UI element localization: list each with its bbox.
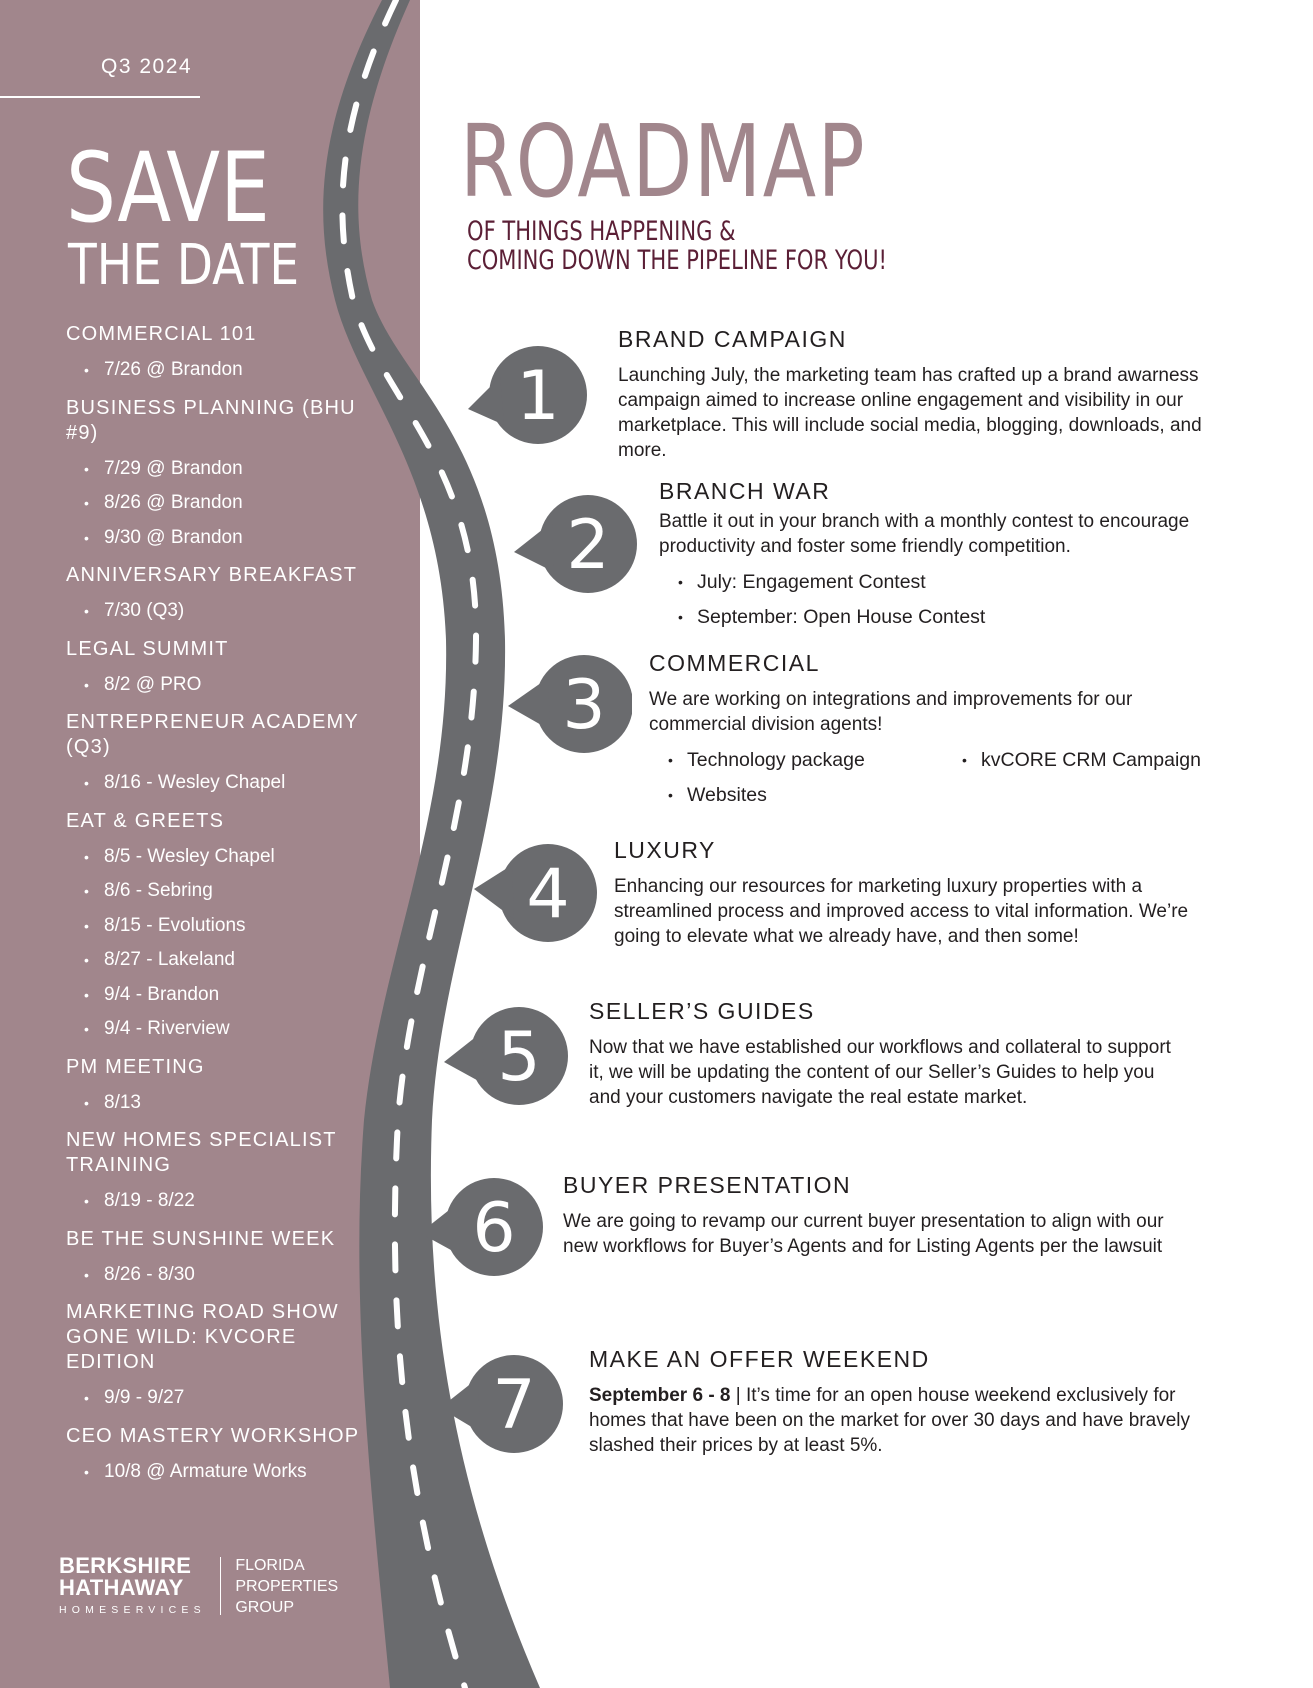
item-sellers-guides [589,998,1189,1110]
page-subtitle [467,217,887,275]
event-date: • 8/26 - 8/30 [66,1258,366,1293]
event-title: BUSINESS PLANNING (BHU #9) [66,396,356,444]
item-body: Launching July, the marketing team has crafted up a brand awarness campaign aimed to increase online engagement and visibility in our marketplace. This will include social media, blogging, downloads, and more. [618,365,1202,461]
event-date: • 8/27 - Lakeland [66,943,366,978]
logo-divider [220,1557,222,1615]
item-title: MAKE AN OFFER WEEKEND [589,1346,930,1372]
event-title: PM MEETING [66,1055,205,1078]
item-body: We are working on integrations and improvements for our commercial division agents! [649,689,1133,735]
item-title: SELLER’S GUIDES [589,998,815,1024]
event-date: • 9/9 - 9/27 [66,1381,366,1416]
item-title: BRAND CAMPAIGN [618,326,847,352]
item-brand-campaign [618,326,1230,463]
event-date: • 8/26 @ Brandon [66,486,366,521]
event-title: MARKETING ROAD SHOW GONE WILD: KVCORE EDITION [66,1301,339,1373]
list-item: • July: Engagement Contest [659,565,1219,600]
the-date-heading: THE DATE [68,233,300,298]
item-bullets [659,565,1219,634]
list-item: • kvCORE CRM Campaign [943,743,1203,778]
event-date: • 8/6 - Sebring [66,874,366,909]
item-buyer-presentation [563,1172,1203,1259]
list-item: • Websites [649,778,943,813]
marker-3 [502,652,632,756]
event-dates [66,594,366,629]
item-title: BRANCH WAR [659,478,831,504]
logo-line-2: HATHAWAY [59,1575,184,1600]
event-dates [66,766,366,801]
page-title: ROADMAP [460,103,867,220]
list-item: • Technology package [649,743,943,778]
logo-right-2: PROPERTIES [235,1578,339,1595]
event-date: • 9/30 @ Brandon [66,521,366,556]
item-body: Battle it out in your branch with a monthly contest to encourage productivity and foster some friendly competition. [659,511,1190,557]
event-title: EAT & GREETS [66,809,225,832]
event-date: • 8/2 @ PRO [66,668,366,703]
marker-number: 6 [472,1189,516,1268]
event-dates [66,840,366,1047]
event-dates [66,1455,366,1490]
marker-5 [440,1004,570,1108]
item-body: Now that we have established our workflows and collateral to support it, we will be updating the content of our Seller’s Guides to help you and your customers navigate the real estate market. [589,1037,1171,1108]
event-title: COMMERCIAL 101 [66,323,257,345]
event-date: • 9/4 - Riverview [66,1012,366,1047]
logo-line-3: HOMESERVICES [59,1604,206,1616]
item-body: We are going to revamp our current buyer presentation to align with our new workflows for Buyer’s Agents and for Listing Agents per the lawsuit [563,1211,1164,1257]
event-date: • 8/19 - 8/22 [66,1184,366,1219]
event-title: LEGAL SUMMIT [66,637,229,660]
marker-2 [508,492,638,596]
event-title: CEO MASTERY WORKSHOP [66,1424,360,1447]
event-dates [66,668,366,703]
event-date: • 8/13 [66,1086,366,1121]
quarter-divider [0,96,200,98]
event-title: NEW HOMES SPECIALIST TRAINING [66,1129,337,1176]
event-date: • 9/4 - Brandon [66,978,366,1013]
event-dates [66,1184,366,1219]
item-branch-war [659,478,1219,634]
event-dates [66,353,366,388]
item-title: BUYER PRESENTATION [563,1172,852,1198]
event-date: • 7/30 (Q3) [66,594,366,629]
item-bullets [649,743,1209,812]
event-date: • 8/15 - Evolutions [66,909,366,944]
marker-number: 7 [492,1366,536,1445]
event-title: ANNIVERSARY BREAKFAST [66,564,358,586]
event-dates [66,1086,366,1121]
item-make-an-offer-weekend [589,1346,1209,1458]
event-dates [66,1258,366,1293]
item-luxury [614,837,1214,949]
event-dates [66,1381,366,1416]
logo-line-1: BERKSHIRE [59,1553,192,1578]
subtitle-line-1: OF THINGS HAPPENING & [467,216,736,247]
event-date: • 8/5 - Wesley Chapel [66,840,366,875]
item-body [589,1383,1209,1458]
item-date: September 6 - 8 [589,1385,731,1406]
list-item: • September: Open House Contest [659,600,1219,635]
item-commercial [649,650,1209,812]
event-date: • 10/8 @ Armature Works [66,1455,366,1490]
logo-right-3: GROUP [235,1599,294,1616]
save-heading: SAVE [66,132,270,244]
item-title: COMMERCIAL [649,650,820,676]
marker-number: 4 [526,855,570,934]
marker-number: 1 [516,357,560,436]
marker-number: 2 [566,506,610,585]
marker-1 [460,343,590,447]
logo-right-1: FLORIDA [235,1557,305,1574]
event-date: • 8/16 - Wesley Chapel [66,766,366,801]
company-logo [59,1555,338,1618]
event-title: ENTREPRENEUR ACADEMY (Q3) [66,711,359,758]
item-title: LUXURY [614,837,716,863]
marker-4 [468,841,598,945]
event-dates [66,452,366,556]
item-text: | It’s time for an open house weekend exclusively for homes that have been on the market for over 30 days and have bravely slashed their prices by at least 5%. [589,1385,1190,1456]
quarter-label: Q3 2024 [101,55,193,78]
marker-7 [436,1352,566,1456]
event-date: • 7/26 @ Brandon [66,353,366,388]
marker-6 [416,1175,546,1279]
marker-number: 3 [562,666,606,745]
event-title: BE THE SUNSHINE WEEK [66,1227,336,1250]
event-date: • 7/29 @ Brandon [66,452,366,487]
subtitle-line-2: COMING DOWN THE PIPELINE FOR YOU! [467,245,887,276]
marker-number: 5 [497,1018,541,1097]
item-body: Enhancing our resources for marketing luxury properties with a streamlined process and improved access to vital information. We’re going to elevate what we already have, and then some! [614,876,1189,947]
events-list [66,322,366,1497]
